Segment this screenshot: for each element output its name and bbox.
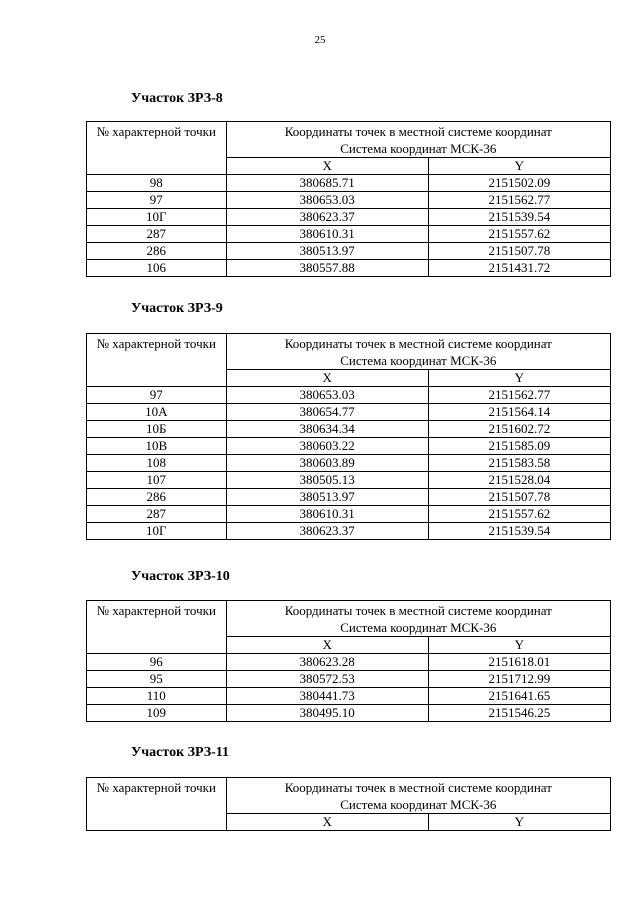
x-header: X	[226, 814, 428, 831]
x-cell: 380653.03	[226, 192, 428, 209]
header-row	[87, 122, 611, 158]
x-cell: 380610.31	[226, 506, 428, 523]
x-cell: 380653.03	[226, 387, 428, 404]
table-row	[87, 421, 611, 438]
y-cell: 2151431.72	[428, 260, 610, 277]
section-title: Участок ЗРЗ-8	[131, 91, 223, 106]
table-row	[87, 705, 611, 722]
y-cell: 2151618.01	[428, 654, 610, 671]
table-body	[87, 601, 611, 722]
x-header: X	[226, 637, 428, 654]
coords-title-line: Координаты точек в местной системе координат	[284, 336, 552, 351]
y-cell: 2151507.78	[428, 243, 610, 260]
x-cell: 380623.37	[226, 209, 428, 226]
coords-title-header	[226, 778, 610, 814]
point-cell: 287	[87, 226, 227, 243]
coords-title-line: Координаты точек в местной системе координат	[284, 603, 552, 618]
y-header: Y	[428, 637, 610, 654]
y-cell: 2151546.25	[428, 705, 610, 722]
point-cell: 10Г	[87, 523, 227, 540]
point-cell: 10Б	[87, 421, 227, 438]
y-cell: 2151562.77	[428, 387, 610, 404]
header-row	[87, 778, 611, 814]
table-row	[87, 438, 611, 455]
y-cell: 2151507.78	[428, 489, 610, 506]
point-cell: 96	[87, 654, 227, 671]
y-header: Y	[428, 814, 610, 831]
y-cell: 2151585.09	[428, 438, 610, 455]
x-cell: 380685.71	[226, 175, 428, 192]
point-cell: 286	[87, 243, 227, 260]
coords-title-header	[226, 601, 610, 637]
table-row	[87, 226, 611, 243]
y-cell: 2151602.72	[428, 421, 610, 438]
point-cell: 10Г	[87, 209, 227, 226]
header-row	[87, 334, 611, 370]
table-body	[87, 334, 611, 540]
point-cell: 109	[87, 705, 227, 722]
y-cell: 2151539.54	[428, 209, 610, 226]
y-cell: 2151557.62	[428, 226, 610, 243]
x-cell: 380557.88	[226, 260, 428, 277]
coords-title-line: Координаты точек в местной системе координат	[284, 124, 552, 139]
x-cell: 380495.10	[226, 705, 428, 722]
point-cell: 98	[87, 175, 227, 192]
y-cell: 2151557.62	[428, 506, 610, 523]
point-number-header: № характерной точки	[87, 334, 227, 387]
point-cell: 10А	[87, 404, 227, 421]
x-cell: 380603.22	[226, 438, 428, 455]
point-cell: 10В	[87, 438, 227, 455]
table-row	[87, 654, 611, 671]
point-cell: 95	[87, 671, 227, 688]
point-cell: 286	[87, 489, 227, 506]
x-cell: 380505.13	[226, 472, 428, 489]
x-cell: 380634.34	[226, 421, 428, 438]
section-title: Участок ЗРЗ-9	[131, 301, 223, 316]
x-cell: 380513.97	[226, 243, 428, 260]
table-body	[87, 122, 611, 277]
y-cell: 2151528.04	[428, 472, 610, 489]
x-cell: 380623.37	[226, 523, 428, 540]
table-row	[87, 688, 611, 705]
x-cell: 380623.28	[226, 654, 428, 671]
coords-system-line: Система координат МСК-36	[340, 141, 497, 156]
table-row	[87, 175, 611, 192]
y-header: Y	[428, 370, 610, 387]
page-number: 25	[314, 34, 326, 46]
y-cell: 2151502.09	[428, 175, 610, 192]
table-row	[87, 209, 611, 226]
coords-title-line: Координаты точек в местной системе координат	[284, 780, 552, 795]
coords-system-line: Система координат МСК-36	[340, 353, 497, 368]
table-row	[87, 455, 611, 472]
y-cell: 2151583.58	[428, 455, 610, 472]
x-cell: 380603.89	[226, 455, 428, 472]
y-cell: 2151564.14	[428, 404, 610, 421]
table-row	[87, 404, 611, 421]
coordinates-table	[86, 121, 611, 277]
table-body	[87, 778, 611, 831]
x-cell: 380513.97	[226, 489, 428, 506]
point-cell: 106	[87, 260, 227, 277]
y-header: Y	[428, 158, 610, 175]
coords-title-header	[226, 122, 610, 158]
section-title: Участок ЗРЗ-10	[131, 569, 230, 584]
x-cell: 380572.53	[226, 671, 428, 688]
table-row	[87, 506, 611, 523]
point-cell: 287	[87, 506, 227, 523]
table-row	[87, 472, 611, 489]
x-header: X	[226, 158, 428, 175]
table-row	[87, 260, 611, 277]
y-cell: 2151539.54	[428, 523, 610, 540]
coordinates-table	[86, 600, 611, 722]
table-row	[87, 489, 611, 506]
point-cell: 110	[87, 688, 227, 705]
coords-system-line: Система координат МСК-36	[340, 620, 497, 635]
coords-system-line: Система координат МСК-36	[340, 797, 497, 812]
x-cell: 380441.73	[226, 688, 428, 705]
x-cell: 380610.31	[226, 226, 428, 243]
point-number-header: № характерной точки	[87, 601, 227, 654]
table-row	[87, 671, 611, 688]
y-cell: 2151562.77	[428, 192, 610, 209]
table-row	[87, 387, 611, 404]
x-cell: 380654.77	[226, 404, 428, 421]
coordinates-table	[86, 777, 611, 831]
point-cell: 108	[87, 455, 227, 472]
point-cell: 107	[87, 472, 227, 489]
coords-title-header	[226, 334, 610, 370]
point-number-header: № характерной точки	[87, 122, 227, 175]
table-row	[87, 523, 611, 540]
y-cell: 2151641.65	[428, 688, 610, 705]
coordinates-table	[86, 333, 611, 540]
y-cell: 2151712.99	[428, 671, 610, 688]
point-number-header: № характерной точки	[87, 778, 227, 831]
x-header: X	[226, 370, 428, 387]
table-row	[87, 192, 611, 209]
table-row	[87, 243, 611, 260]
point-cell: 97	[87, 192, 227, 209]
point-cell: 97	[87, 387, 227, 404]
section-title: Участок ЗРЗ-11	[131, 745, 230, 760]
header-row	[87, 601, 611, 637]
